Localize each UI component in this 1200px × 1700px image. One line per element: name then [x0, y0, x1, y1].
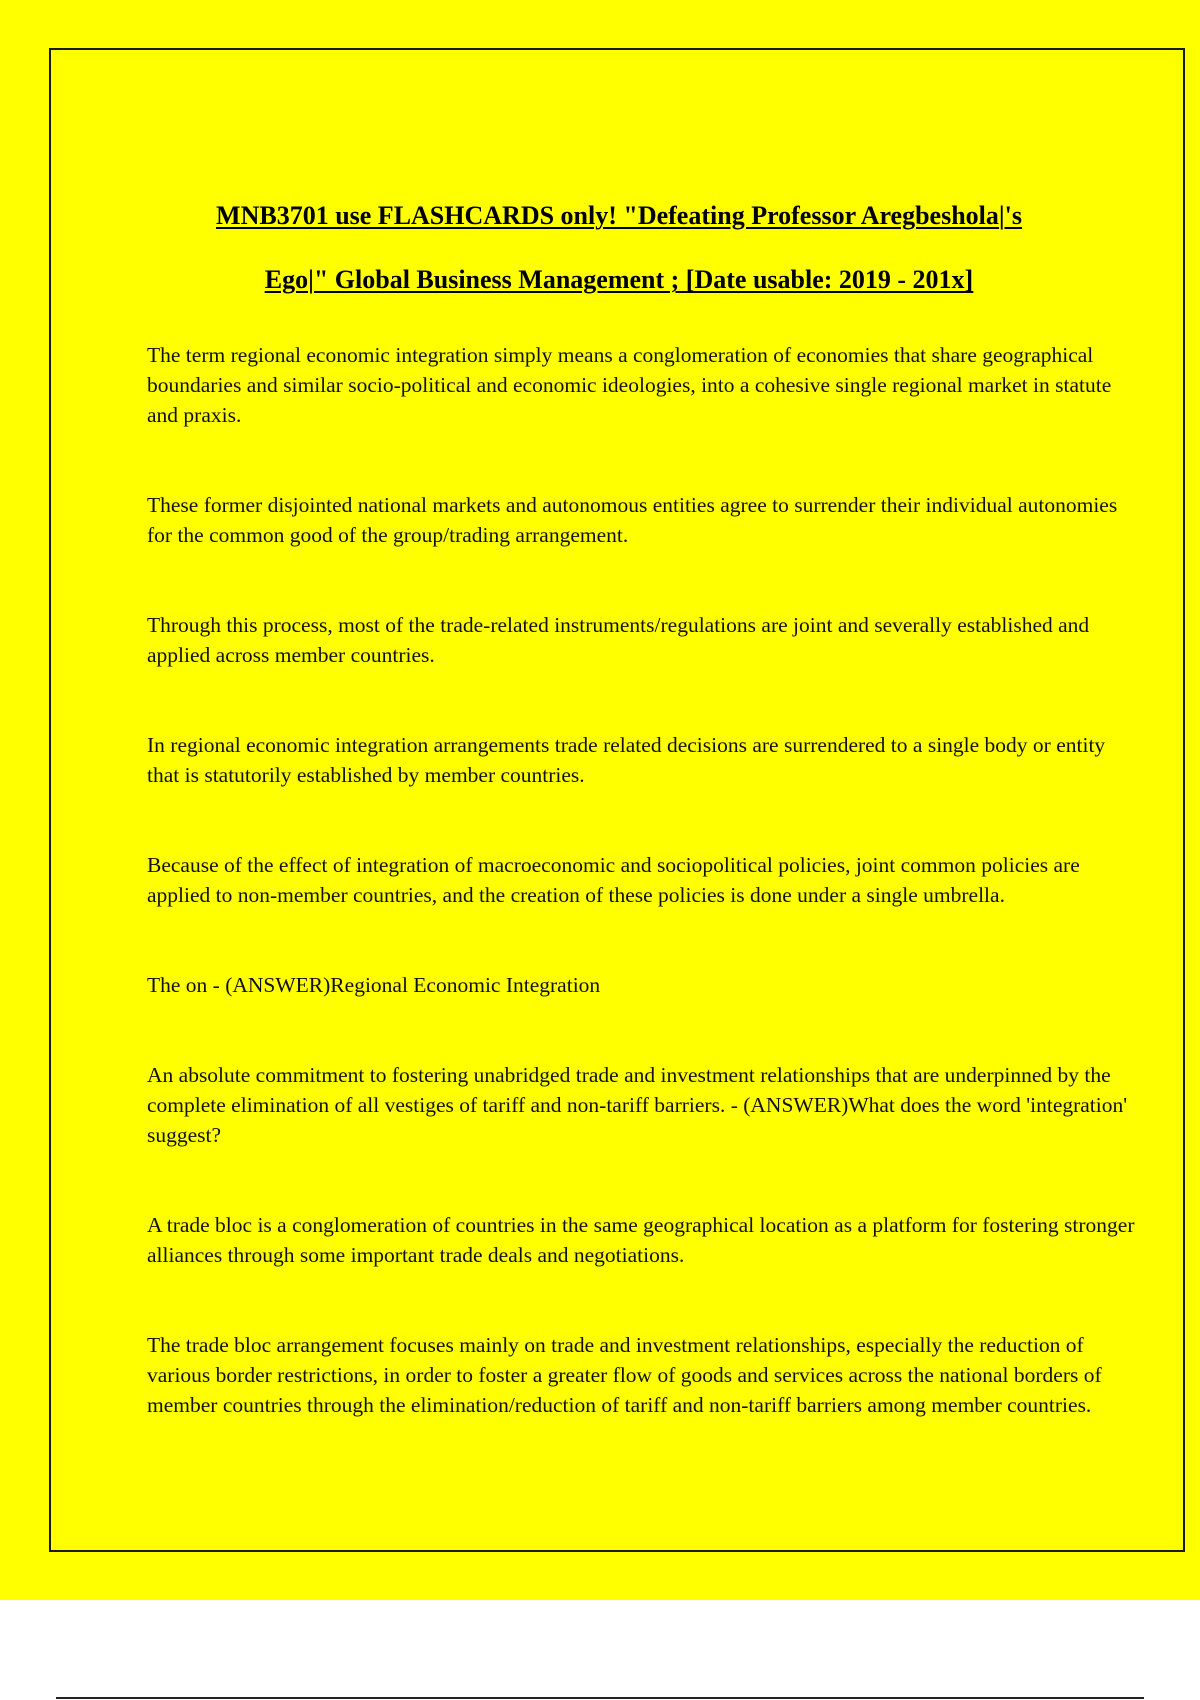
paragraph: The term regional economic integration simply means a conglomeration of economies that share geographical boundaries and similar socio-political and economic ideologies, into a cohesive single regional market in statute and praxis. — [147, 343, 1112, 427]
paragraph: An absolute commitment to fostering unabridged trade and investment relationships that are underpinned by the complete elimination of all vestiges of tariff and non-tariff barriers. - (ANSWER)What does the word 'integration' suggest? — [147, 1063, 1128, 1147]
paragraph: In regional economic integration arrangements trade related decisions are surrendered to a single body or entity that is statutorily established by member countries. — [147, 733, 1106, 787]
paragraph-list — [147, 340, 1137, 1480]
title-line-2: Ego|" Global Business Management ; [Date usable: 2019 - 201x] — [264, 265, 974, 294]
content-frame — [49, 48, 1185, 1552]
paragraph: A trade bloc is a conglomeration of countries in the same geographical location as a platform for fostering stronger alliances through some important trade deals and negotiations. — [147, 1213, 1135, 1267]
title-line-1: MNB3701 use FLASHCARDS only! "Defeating Professor Aregbeshola|'s — [216, 201, 1022, 230]
paragraph: The trade bloc arrangement focuses mainly on trade and investment relationships, especially the reduction of various border restrictions, in order to foster a greater flow of goods and services across the national borders of member countries through the elimination/reduction of tariff and non-tariff barriers among member countries. — [147, 1333, 1102, 1417]
paragraph: The on - (ANSWER)Regional Economic Integration — [147, 973, 601, 997]
paragraph: Through this process, most of the trade-related instruments/regulations are joint and severally established and applied across member countries. — [147, 613, 1090, 667]
footer-divider — [56, 1697, 1144, 1699]
paragraph: Because of the effect of integration of macroeconomic and sociopolitical policies, joint common policies are applied to non-member countries, and the creation of these policies is done under a single umbrella. — [147, 853, 1080, 907]
document-title — [51, 184, 1187, 312]
paragraph: These former disjointed national markets and autonomous entities agree to surrender their individual autonomies for the common good of the group/trading arrangement. — [147, 493, 1118, 547]
